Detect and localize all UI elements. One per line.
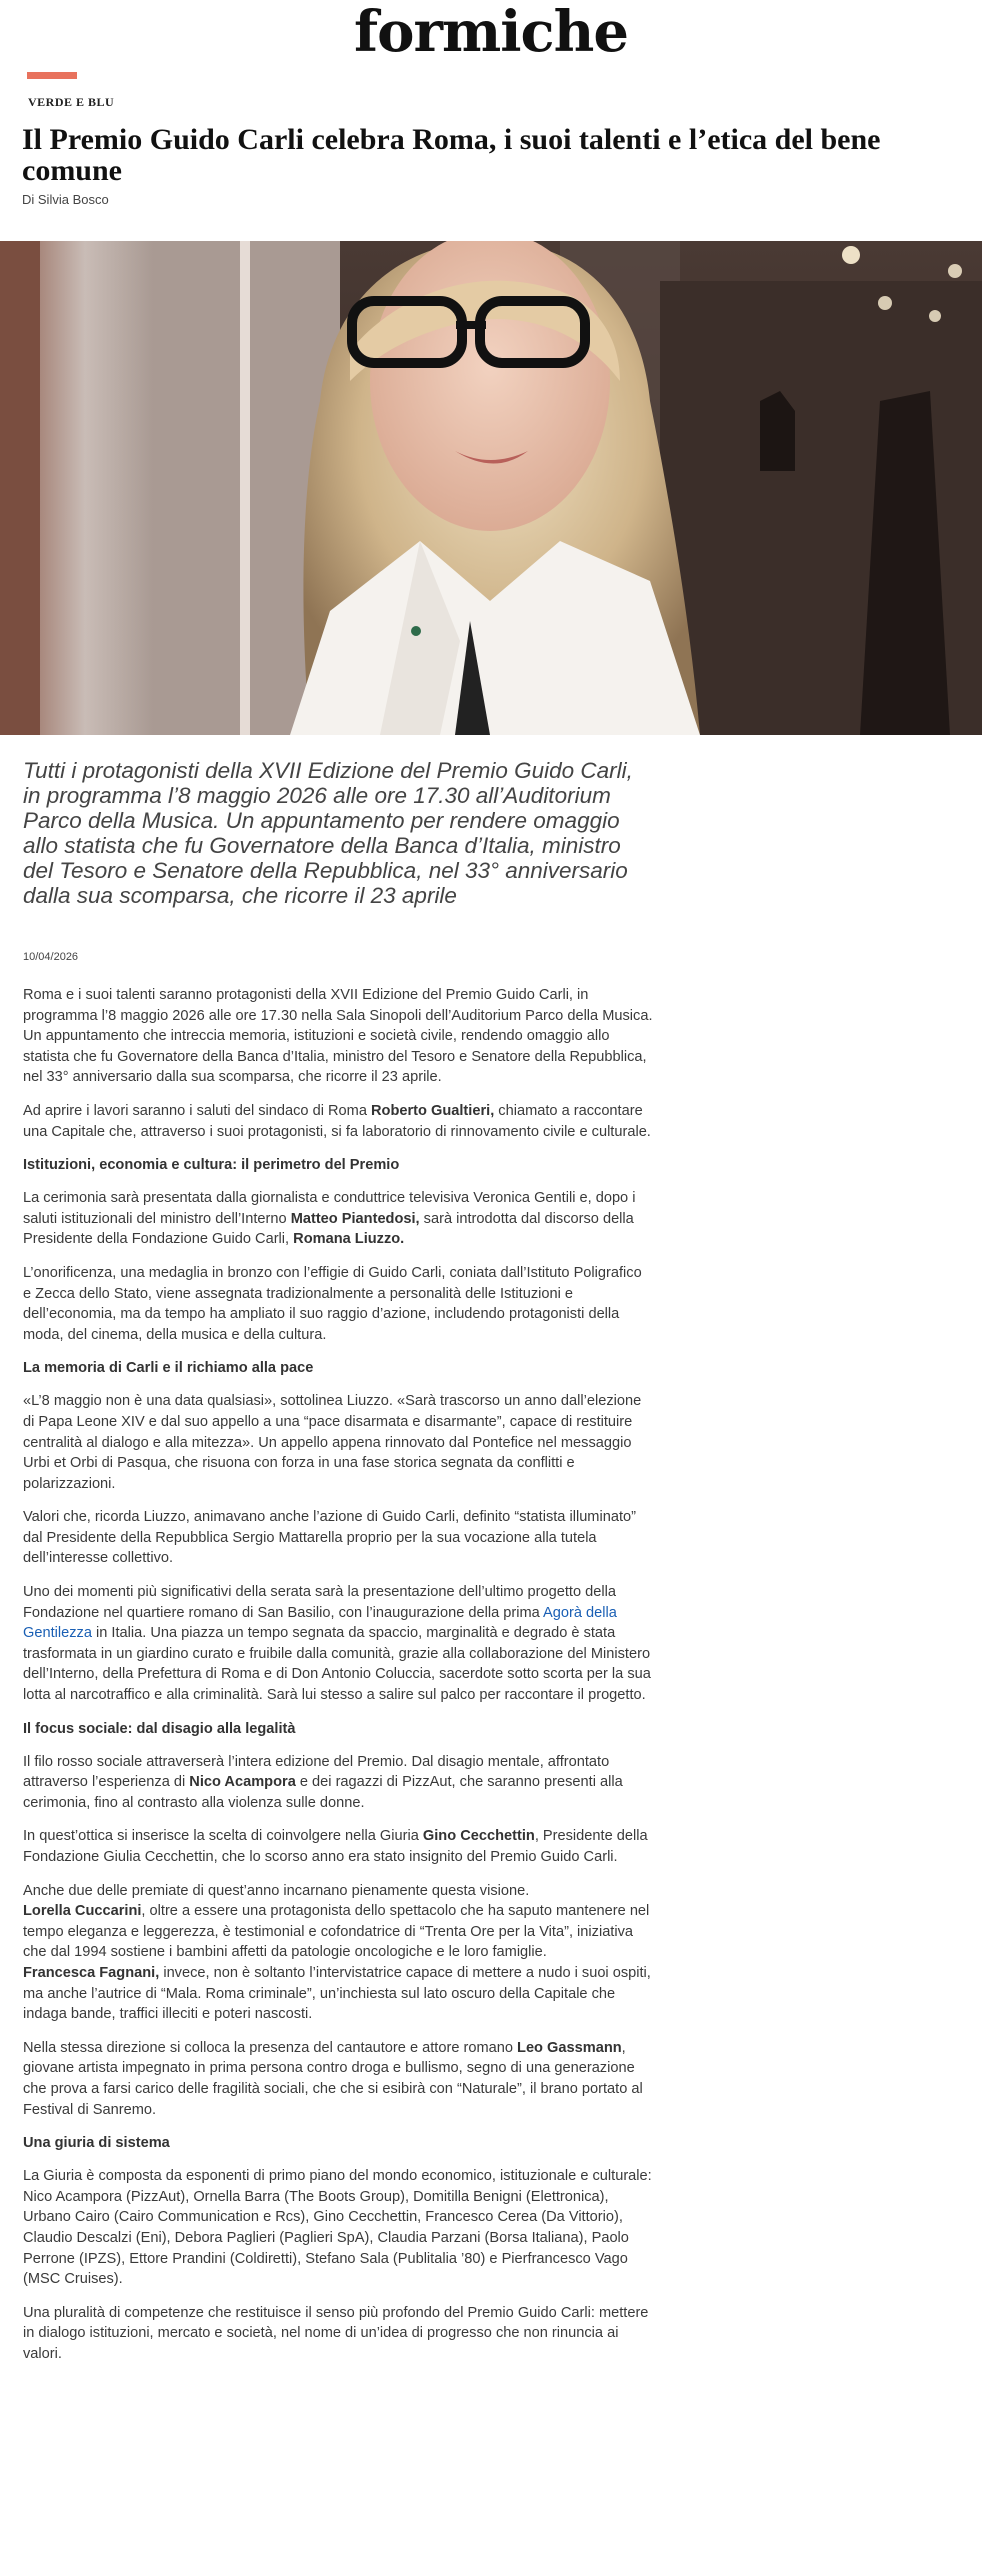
paragraph: Una pluralità di competenze che restituisce il senso più profondo del Premio Guido Carli: mettere in dialogo istituzioni, mercato e società, nel nome di un’idea di progresso che non rinuncia ai valori. bbox=[23, 2304, 649, 2362]
section-heading: La memoria di Carli e il richiamo alla pace bbox=[23, 1360, 314, 1377]
paragraph: «L’8 maggio non è una data qualsiasi», sottolinea Liuzzo. «Sarà trascorso un anno dall’elezione di Papa Leone XIV e dal suo appello a una “pace disarmata e disarmante”, capace di restituire centralità al dialogo e alla mitezza». Un appello appena rinnovato dal Pontefice nel messaggio Urbi et Orbi di Pasqua, che risuona con forza in una fase storica segnata da conflitti e polarizzazioni. bbox=[23, 1393, 642, 1492]
paragraph: Ad aprire i lavori saranno i saluti del sindaco di Roma Roberto Gualtieri, chiamato a raccontare una Capitale che, attraverso i suoi protagonisti, si fa laboratorio di rinnovamento civile e culturale. bbox=[23, 1102, 651, 1140]
person-name: Romana Liuzzo. bbox=[293, 1231, 405, 1248]
article-standfirst: Tutti i protagonisti della XVII Edizione del Premio Guido Carli, in programma l’8 maggio 2026 alle ore 17.30 all’Auditorium Parco della Musica. Un appuntamento per rendere omaggio allo statista che fu Governatore della Banca d’Italia, ministro del Tesoro e Senatore della Repubblica, nel 33° anniversario dalla sua scomparsa, che ricorre il 23 aprile bbox=[23, 758, 633, 908]
person-name: Matteo Piantedosi, bbox=[290, 1210, 420, 1227]
paragraph: Valori che, ricorda Liuzzo, animavano anche l’azione di Guido Carli, definito “statista illuminato” dal Presidente della Repubblica Sergio Mattarella proprio per la sua vocazione alla tutela dell’interesse collettivo. bbox=[23, 1509, 636, 1567]
article-date: 10/04/2026 bbox=[23, 951, 79, 963]
paragraph: L’onorificenza, una medaglia in bronzo con l’effigie di Guido Carli, coniata dall’Istituto Poligrafico e Zecca dello Stato, viene assegnata tradizionalmente a personalità delle Istituzioni e dell’economia, ma da tempo ha ampliato il suo raggio d’azione, includendo protagonisti della moda, del cinema, della musica e della cultura. bbox=[23, 1264, 642, 1343]
paragraph: Anche due delle premiate di quest’anno incarnano pienamente questa visione. Lorella Cuccarini, oltre a essere una protagonista dello spettacolo che ha saputo mantenere nel tempo eleganza e leggerezza, è testimonial e cofondatrice di “Trenta Ore per la Vita”, iniziativa che dal 1994 sostiene i bambini affetti da patologie oncologiche e le loro famiglie. Francesca Fagnani, invece, non è soltanto l’intervistatrice capace di mettere a nudo i suoi ospiti, ma anche l’autrice di “Mala. Roma criminale”, un’inchiesta sul lato oscuro della Capitale che indaga bande, traffici illeciti e poteri nascosti. bbox=[23, 1882, 651, 2023]
person-name: Gino Cecchettin bbox=[422, 1828, 535, 1845]
paragraph: In quest’ottica si inserisce la scelta di coinvolgere nella Giuria Gino Cecchettin, Presidente della Fondazione Giulia Cecchettin, che lo scorso anno era stato insignito del Premio Guido Carli. bbox=[23, 1828, 648, 1865]
person-name: Nico Acampora bbox=[189, 1774, 296, 1791]
paragraph: La cerimonia sarà presentata dalla giornalista e conduttrice televisiva Veronica Gentili e, dopo i saluti istituzionali del ministro dell’Interno Matteo Piantedosi, sarà introdotta dal discorso della Presidente della Fondazione Guido Carli, Romana Liuzzo. bbox=[23, 1190, 636, 1248]
person-name: Leo Gassmann bbox=[517, 2039, 622, 2056]
paragraph: Nella stessa direzione si colloca la presenza del cantautore e attore romano Leo Gassmann, giovane artista impegnato in prima persona contro droga e bullismo, segno di una generazione che prova a farsi carico delle fragilità sociali, che che si esibirà con “Naturale”, il brano portato al Festival di Sanremo. bbox=[23, 2039, 643, 2118]
article-category[interactable]: VERDE E BLU bbox=[28, 95, 115, 109]
masthead bbox=[0, 0, 982, 64]
article-body bbox=[23, 985, 653, 2377]
hero-image bbox=[0, 241, 982, 735]
article-byline: Di Silvia Bosco bbox=[22, 192, 109, 207]
section-heading: Una giuria di sistema bbox=[23, 2135, 170, 2152]
paragraph: Roma e i suoi talenti saranno protagonisti della XVII Edizione del Premio Guido Carli, in programma l’8 maggio 2026 alle ore 17.30 nella Sala Sinopoli dell’Auditorium Parco della Musica. Un appuntamento che intreccia memoria, istituzioni e società civile, rendendo omaggio allo statista che fu Governatore della Banca d’Italia, ministro del Tesoro e Senatore della Repubblica, nel 33° anniversario dalla sua scomparsa, che ricorre il 23 aprile. bbox=[23, 987, 653, 1086]
article-title: Il Premio Guido Carli celebra Roma, i suoi talenti e l’etica del bene comune bbox=[22, 123, 881, 187]
paragraph: Il filo rosso sociale attraverserà l’intera edizione del Premio. Dal disagio mentale, affrontato attraverso l’esperienza di Nico Acampora e dei ragazzi di PizzAut, che saranno presenti alla cerimonia, fino al contrasto alla violenza sulle donne. bbox=[23, 1753, 623, 1811]
section-heading: Istituzioni, economia e cultura: il perimetro del Premio bbox=[23, 1157, 400, 1174]
paragraph: La Giuria è composta da esponenti di primo piano del mondo economico, istituzionale e culturale: Nico Acampora (PizzAut), Ornella Barra (The Boots Group), Domitilla Benigni (Elettronica), Urbano Cairo (Cairo Communication e Rcs), Gino Cecchettin, Francesco Cerea (Da Vittorio), Claudio Descalzi (Eni), Debora Paglieri (Paglieri SpA), Claudia Parzani (Borsa Italiana), Paolo Perrone (IPZS), Ettore Prandini (Coldiretti), Stefano Sala (Publitalia ’80) e Pierfrancesco Vago (MSC Cruises). bbox=[23, 2168, 652, 2288]
person-name: Roberto Gualtieri, bbox=[371, 1102, 495, 1119]
agora-gentilezza-link[interactable]: Agorà della Gentilezza bbox=[23, 1604, 617, 1642]
person-name: Lorella Cuccarini bbox=[23, 1903, 142, 1920]
category-accent-bar bbox=[27, 72, 77, 79]
paragraph: Uno dei momenti più significativi della serata sarà la presentazione dell’ultimo progetto della Fondazione nel quartiere romano di San Basilio, con l’inaugurazione della prima Agorà della Gentilezza in Italia. Una piazza un tempo segnata da spaccio, marginalità e degrado è stata trasformata in un giardino curato e fruibile dalla comunità, grazie alla collaborazione del Ministero dell’Interno, della Prefettura di Roma e di Don Antonio Coluccia, sacerdote sotto scorta per la sua lotta al narcotraffico e alla criminalità. Sarà lui stesso a salire sul palco per raccontare il progetto. bbox=[23, 1584, 651, 1704]
person-name: Francesca Fagnani, bbox=[23, 1964, 160, 1981]
section-heading: Il focus sociale: dal disagio alla legalità bbox=[23, 1720, 296, 1737]
site-logo[interactable]: formiche bbox=[354, 0, 628, 65]
